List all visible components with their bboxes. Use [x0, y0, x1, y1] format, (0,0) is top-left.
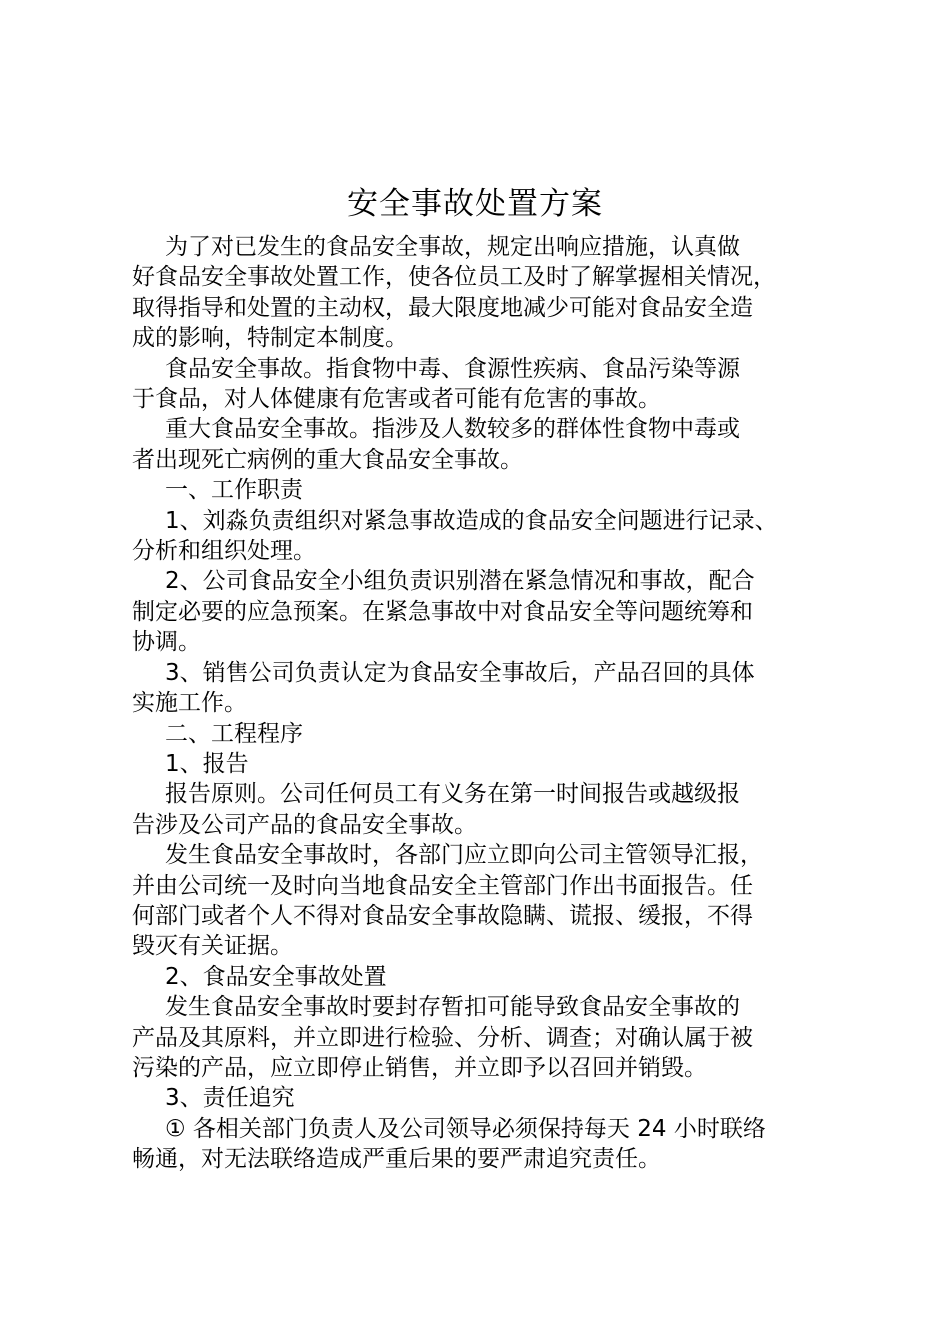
text-line: 告涉及公司产品的食品安全事故。 [132, 811, 477, 838]
text-line: 1、刘淼负责组织对紧急事故造成的食品安全问题进行记录、 [165, 507, 778, 534]
text-line: 何部门或者个人不得对食品安全事故隐瞒、谎报、缓报，不得 [132, 902, 753, 929]
text-line: 者出现死亡病例的重大食品安全事故。 [132, 446, 523, 473]
text-line: 2、食品安全事故处置 [165, 963, 387, 990]
text-line: 一、工作职责 [165, 477, 303, 504]
text-line: 成的影响，特制定本制度。 [132, 325, 408, 352]
text-line: 实施工作。 [132, 690, 247, 717]
text-line: 为了对已发生的食品安全事故，规定出响应措施，认真做 [165, 234, 740, 260]
text-line: 二、工程程序 [165, 720, 303, 747]
text-line: 协调。 [132, 629, 201, 656]
text-line: 取得指导和处置的主动权，最大限度地减少可能对食品安全造 [132, 294, 753, 321]
text-line: 3、责任追究 [165, 1085, 295, 1112]
text-line: 并由公司统一及时向当地食品安全主管部门作出书面报告。任 [132, 872, 753, 899]
text-line: 产品及其原料，并立即进行检验、分析、调查；对确认属于被 [132, 1024, 753, 1051]
text-line: 污染的产品，应立即停止销售，并立即予以召回并销毁。 [132, 1054, 707, 1081]
text-line: 制定必要的应急预案。在紧急事故中对食品安全等问题统筹和 [132, 598, 753, 625]
text-line: 食品安全事故。指食物中毒、食源性疾病、食品污染等源 [165, 355, 740, 382]
document-title: 安全事故处置方案 [347, 186, 603, 222]
text-line: 发生食品安全事故时，各部门应立即向公司主管领导汇报， [165, 842, 763, 869]
text-line: 发生食品安全事故时要封存暂扣可能导致食品安全事故的 [165, 994, 740, 1021]
text-line: 畅通，对无法联络造成严重后果的要严肃追究责任。 [132, 1146, 661, 1173]
text-line: ① 各相关部门负责人及公司领导必须保持每天 24 小时联络 [165, 1115, 766, 1142]
text-line: 好食品安全事故处置工作，使各位员工及时了解掌握相关情况， [132, 264, 776, 291]
text-line: 3、销售公司负责认定为食品安全事故后，产品召回的具体 [165, 659, 755, 686]
text-line: 报告原则。公司任何员工有义务在第一时间报告或越级报 [165, 781, 740, 808]
text-line: 分析和组织处理。 [132, 538, 316, 565]
text-line: 毁灭有关证据。 [132, 933, 293, 960]
text-line: 1、报告 [165, 750, 249, 777]
text-line: 重大食品安全事故。指涉及人数较多的群体性食物中毒或 [165, 416, 740, 443]
text-line: 于食品，对人体健康有危害或者可能有危害的事故。 [132, 386, 661, 413]
document-body [132, 232, 838, 1175]
text-line: 2、公司食品安全小组负责识别潜在紧急情况和事故，配合 [165, 568, 755, 595]
